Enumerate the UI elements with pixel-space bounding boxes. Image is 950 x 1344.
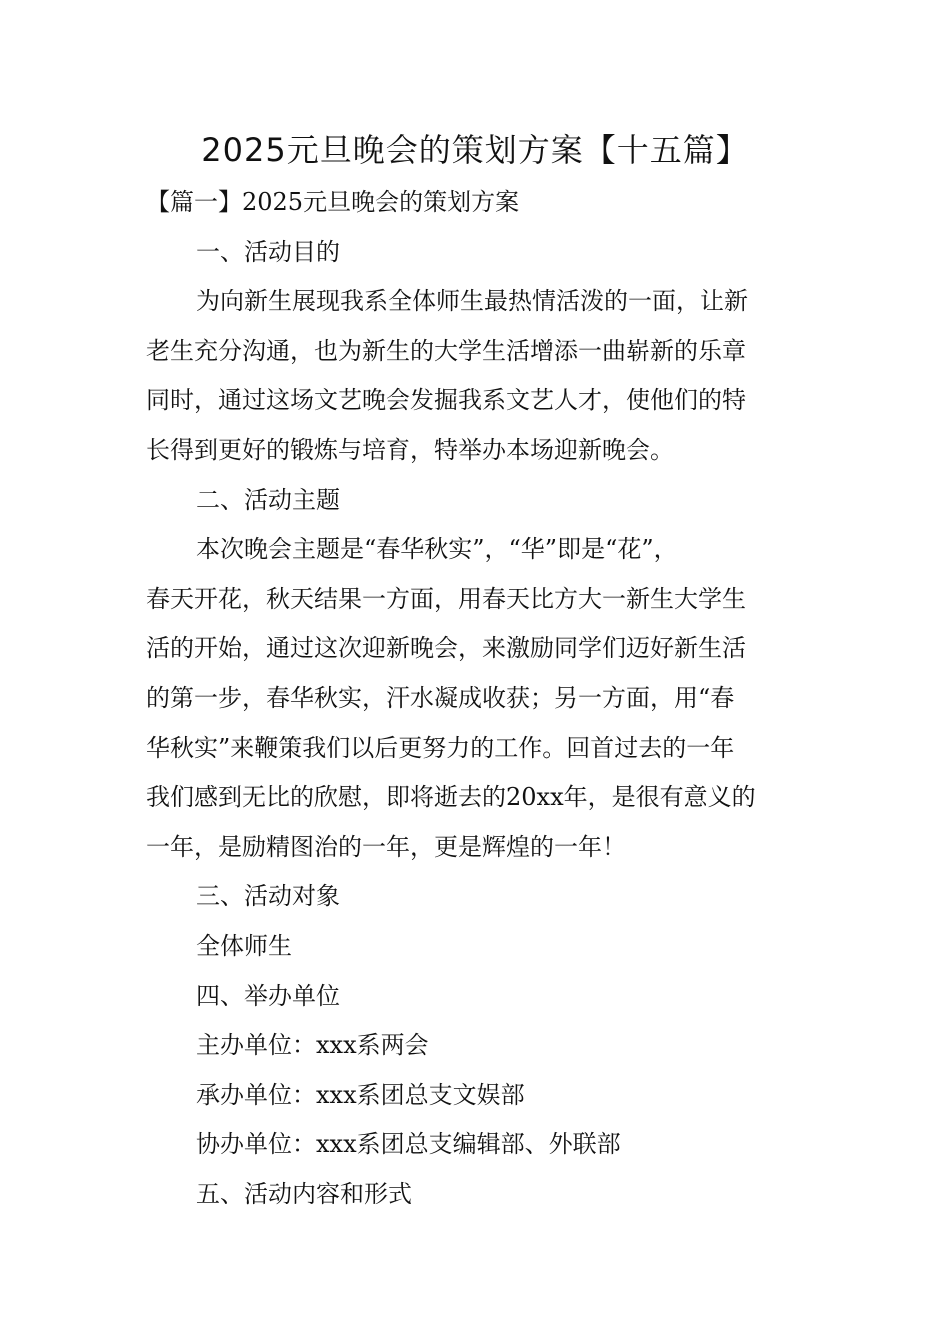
document-body <box>146 178 811 1219</box>
organizer-line: 主办单位：xxx系两会 <box>196 1031 429 1060</box>
paragraph-line: 一年，是励精图治的一年，更是辉煌的一年！ <box>146 832 626 861</box>
document-title: 2025元旦晚会的策划方案【十五篇】 <box>201 131 749 169</box>
paragraph-line: 的第一步，春华秋实，汗水凝成收获；另一方面，用“春 <box>146 683 735 712</box>
paragraph-line: 同时，通过这场文艺晚会发掘我系文艺人才，使他们的特 <box>146 386 746 415</box>
paragraph-line: 本次晚会主题是“春华秋实”，“华”即是“花”， <box>196 535 678 564</box>
paragraph-line: 老生充分沟通，也为新生的大学生活增添一曲崭新的乐章 <box>146 336 746 365</box>
paragraph-line: 活的开始，通过这次迎新晚会，来激励同学们迈好新生活 <box>146 634 746 663</box>
co-organizer-line: 协办单位：xxx系团总支编辑部、外联部 <box>196 1130 621 1159</box>
paragraph-line: 春天开花，秋天结果一方面，用春天比方大一新生大学生 <box>146 584 746 613</box>
heading-activity-content: 五、活动内容和形式 <box>196 1179 412 1208</box>
paragraph-line: 长得到更好的锻炼与培育，特举办本场迎新晚会。 <box>146 435 674 464</box>
paragraph-line: 为向新生展现我系全体师生最热情活泼的一面，让新 <box>196 287 748 316</box>
undertaker-line: 承办单位：xxx系团总支文娱部 <box>196 1080 525 1109</box>
heading-organizers: 四、举办单位 <box>196 981 340 1010</box>
paragraph-line: 华秋实”来鞭策我们以后更努力的工作。回首过去的一年 <box>146 733 735 762</box>
heading-activity-target: 三、活动对象 <box>196 882 340 911</box>
heading-activity-theme: 二、活动主题 <box>196 485 340 514</box>
paragraph-activity-purpose <box>146 277 811 475</box>
paragraph-activity-theme <box>146 525 811 872</box>
section-heading: 【篇一】2025元旦晚会的策划方案 <box>146 188 520 216</box>
heading-activity-purpose: 一、活动目的 <box>196 237 340 266</box>
paragraph-line: 我们感到无比的欣慰，即将逝去的20xx年，是很有意义的 <box>146 783 756 812</box>
activity-target-text: 全体师生 <box>196 931 292 960</box>
